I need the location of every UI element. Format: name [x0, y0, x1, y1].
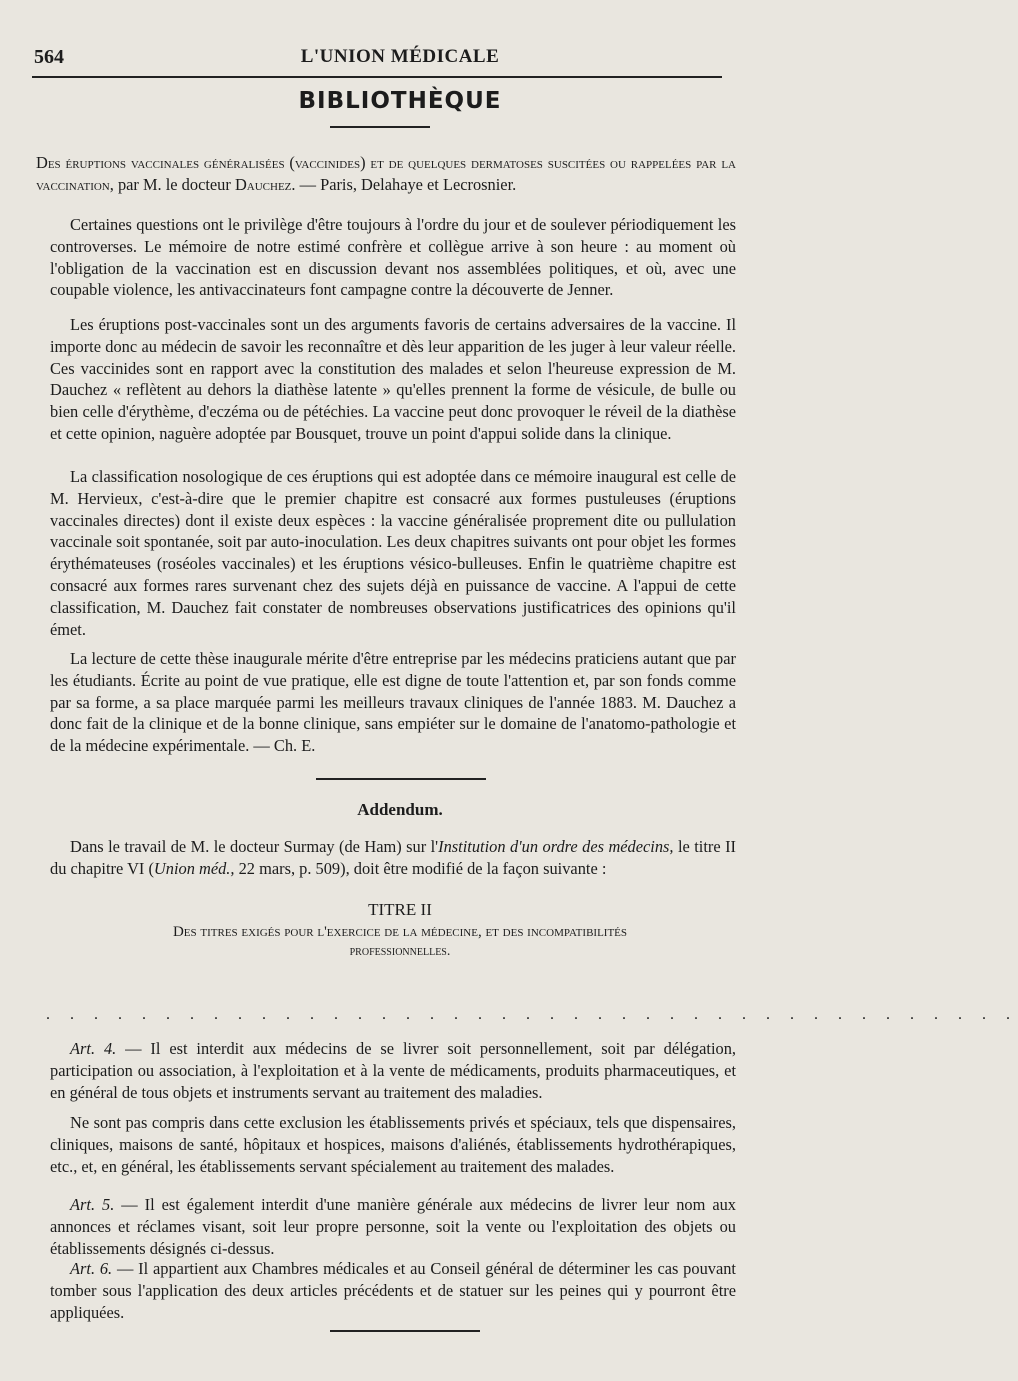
article-4-continued-text: Ne sont pas compris dans cette exclusion les établissements privés et spéciaux, tels que dispensaires, cliniques, maisons de santé, hôpitaux et hospices, maisons d'aliénés, établissements hydrothérapiques, etc., et, en général, les établissements servant spécialement au traitement des malades. [50, 1113, 736, 1176]
article-4 [50, 1038, 736, 1103]
end-rule [330, 1330, 480, 1332]
titre-label: TITRE II [368, 900, 432, 919]
page-number: 564 [34, 46, 64, 68]
header-rule [32, 76, 722, 78]
review-paragraph-2: Les éruptions post-vaccinales sont un des arguments favoris de certains adversaires de la vaccine. Il importe donc au médecin de savoir les reconnaître et dès leur apparition de les juger à leur valeur réelle. Ces vaccinides sont en rapport avec la constitution des malades et selon l'heureuse expression de M. Dauchez « reflètent au dehors la diathèse latente » qu'elles prennent la forme de vésicule, de bulle ou bien celle d'érythème, d'eczéma ou de pétéchies. La vaccine peut donc provoquer le réveil de la diathèse et cette opinion, naguère adoptée par Bousquet, trouve un point d'appui solide dans la clinique. [50, 315, 736, 443]
addendum-intro [50, 836, 736, 880]
article-4-text: — Il est interdit aux médecins de se livrer soit personnellement, soit par délégation, participation ou association, à l'exploitation et à la vente de médicaments, produits pharmaceutiques, et en général de tous objets et instruments servant au traitement des maladies. [50, 1039, 736, 1102]
ellipsis-line: . . . . . . . . . . . . . . . . . . . . . . . . . . . . . . . . . . . . . . . . . [46, 1006, 1018, 1023]
addendum-intro-part-2: le titre II du chapitre VI ( [50, 837, 736, 878]
addendum-intro-italic-2: Union méd., [153, 858, 235, 878]
addendum-intro-part-3: 22 mars, p. 509), doit être modifié de la façon suivante : [234, 858, 607, 878]
article-4-label: Art. 4. [70, 1039, 117, 1058]
review-paragraph-1: Certaines questions ont le privilège d'être toujours à l'ordre du jour et de soulever périodiquement les controverses. Le mémoire de notre estimé confrère et collègue arrive à son heure : au moment où l'obligation de la vaccination est en discussion devant nos assemblées politiques, et où, avec une coupable violence, les antivaccinateurs font campagne contre la découverte de Jenner. [50, 215, 736, 300]
book-entry [36, 152, 736, 196]
section-separator [316, 778, 486, 780]
running-title: L'UNION MÉDICALE [300, 46, 500, 67]
book-publisher: — Paris, Delahaye et Lecrosnier. [299, 175, 517, 194]
addendum-intro-italic-1: Institution d'un ordre des médecins, [438, 837, 674, 856]
section-rule [330, 126, 430, 128]
addendum-intro-part-1: Dans le travail de M. le docteur Surmay (de Ham) sur l' [70, 837, 439, 856]
article-6-label: Art. 6. [70, 1259, 113, 1278]
article-6 [50, 1258, 736, 1323]
section-title-bibliotheque: BIBLIOTHÈQUE [298, 88, 502, 114]
article-6-text: — Il appartient aux Chambres médicales et au Conseil général de déterminer les cas pouvant tomber sous l'application des deux articles précédents et de statuer sur les peines qui y pourront être appliquées. [50, 1259, 736, 1322]
titre-subtitle-1: Des titres exigés pour l'exercice de la médecine, et des incompatibilités [172, 924, 628, 940]
article-5 [50, 1194, 736, 1259]
addendum-title: Addendum. [357, 800, 443, 819]
article-4-continued [50, 1112, 736, 1177]
review-paragraph-3: La classification nosologique de ces éruptions qui est adoptée dans ce mémoire inaugural est celle de M. Hervieux, c'est-à-dire que le premier chapitre est consacré aux formes pustuleuses (éruptions vaccinales directes) dont il existe deux espèces : la vaccine généralisée proprement dite ou pullulation vaccinale soit spontanée, soit par auto-inoculation. Les deux chapitres suivants ont pour objet les formes érythémateuses (roséoles vaccinales) et les éruptions vésico-bulleuses. Enfin le quatrième chapitre est consacré aux formes rares survenant chez des sujets déjà en puissance de vaccine. A l'appui de cette classification, M. Dauchez fait constater de nombreuses observations justificatrices des opinions qu'il émet. [50, 467, 736, 639]
book-title: Des éruptions vaccinales généralisées (vaccinides) et de quelques dermatoses suscitées ou rappelées par la vaccination, [36, 153, 736, 194]
book-author-name: Dauchez. [234, 175, 296, 194]
book-author-label: par M. le docteur [117, 175, 231, 194]
article-5-label: Art. 5. [70, 1195, 115, 1214]
titre-subtitle-2: professionnelles. [349, 944, 451, 959]
review-paragraph-4: La lecture de cette thèse inaugurale mérite d'être entreprise par les médecins praticiens autant que par les étudiants. Écrite au point de vue pratique, elle est digne de toute l'attention et, par son fonds comme par sa forme, a sa place marquée parmi les meilleurs travaux cliniques de l'année 1883. M. Dauchez a donc fait de la clinique et de la bonne clinique, sans empiéter sur le domaine de l'anatomo-pathologie et de la médecine expérimentale. — Ch. E. [50, 649, 736, 756]
article-5-text: — Il est également interdit d'une manière générale aux médecins de livrer leur nom aux annonces et réclames visant, soit leur propre personne, soit la vente ou l'exploitation des objets ou établissements désignés ci-dessus. [50, 1195, 736, 1258]
